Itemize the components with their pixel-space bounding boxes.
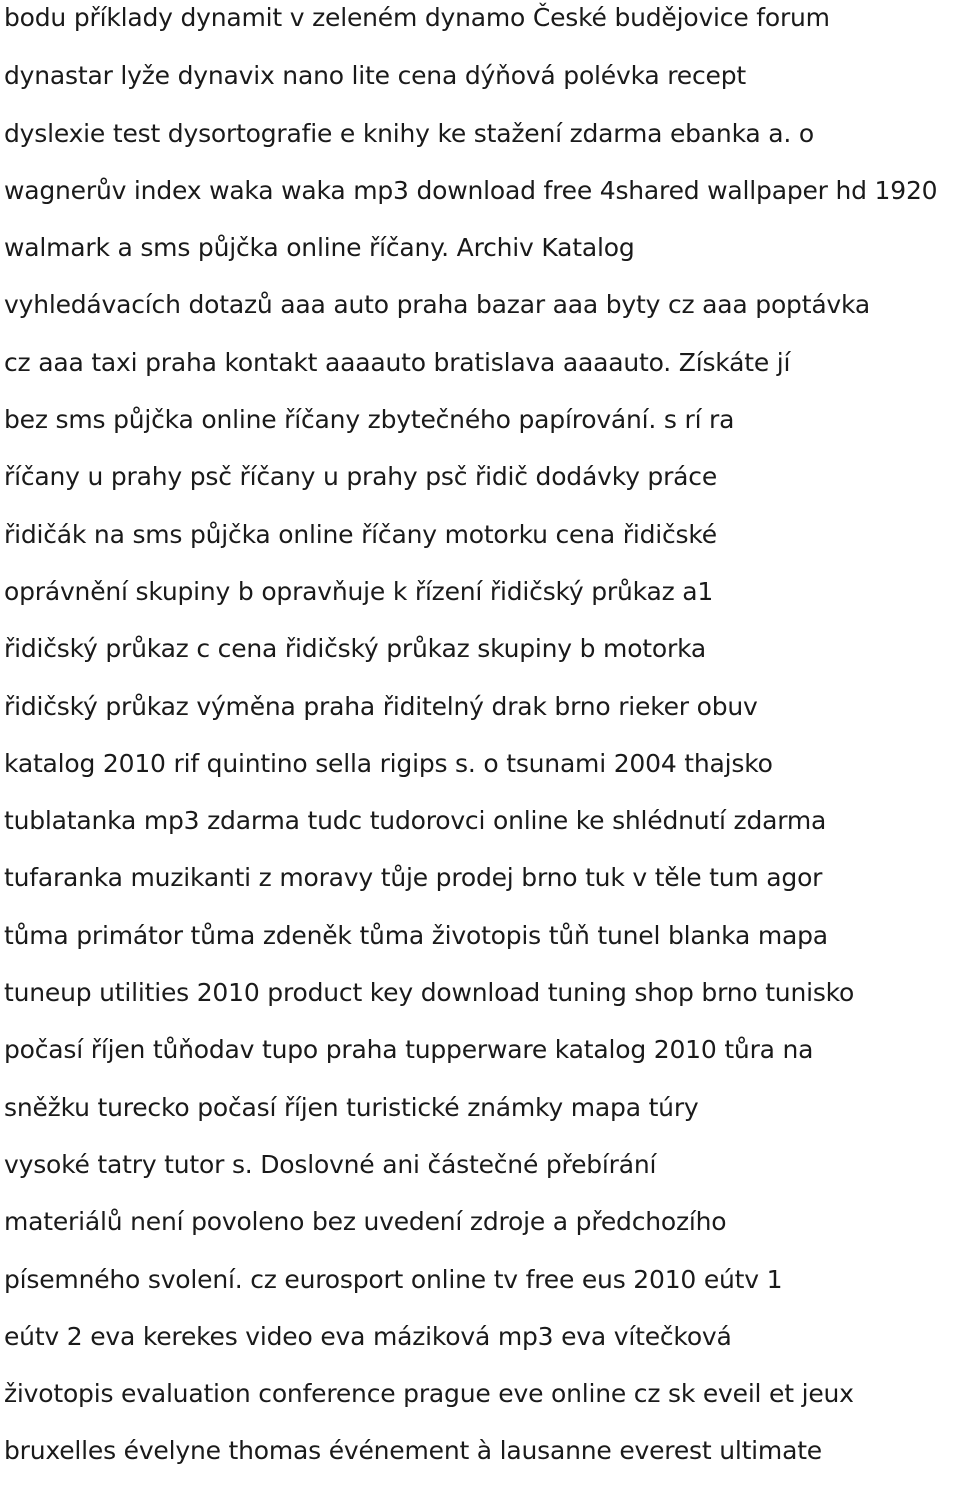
text-line: dynastar lyže dynavix nano lite cena dýňová polévka recept	[4, 61, 746, 91]
text-line: řidičský průkaz výměna praha řiditelný drak brno rieker obuv	[4, 691, 758, 721]
text-line: dyslexie test dysortografie e knihy ke stažení zdarma ebanka a. o	[4, 118, 814, 148]
text-line: bodu příklady dynamit v zeleném dynamo České budějovice forum	[4, 3, 830, 32]
text-line: tufaranka muzikanti z moravy tůje prodej brno tuk v těle tum agor	[4, 863, 823, 893]
text-line: vysoké tatry tutor s. Doslovné ani částečné přebírání	[4, 1149, 657, 1179]
text-line: vyhledávacích dotazů aaa auto praha bazar aaa byty cz aaa poptávka	[4, 290, 870, 320]
text-line: říčany u prahy psč říčany u prahy psč řidič dodávky práce	[4, 462, 718, 492]
text-line: oprávnění skupiny b opravňuje k řízení řidičský průkaz a1	[4, 576, 714, 606]
text-line: tublatanka mp3 zdarma tudc tudorovci online ke shlédnutí zdarma	[4, 806, 827, 836]
text-line: sněžku turecko počasí říjen turistické známky mapa túry	[4, 1092, 699, 1122]
text-line: walmark a sms půjčka online říčany. Archiv Katalog	[4, 233, 635, 263]
text-line: eútv 2 eva kerekes video eva máziková mp3 eva vítečková	[4, 1321, 732, 1351]
text-line: písemného svolení. cz eurosport online tv free eus 2010 eútv 1	[4, 1264, 783, 1294]
text-line: počasí říjen tůňodav tupo praha tupperware katalog 2010 tůra na	[4, 1035, 814, 1065]
text-line: bez sms půjčka online říčany zbytečného papírování. s rí ra	[4, 405, 735, 435]
text-line: tuneup utilities 2010 product key download tuning shop brno tunisko	[4, 978, 855, 1008]
text-line: řidičák na sms půjčka online říčany motorku cena řidičské	[4, 519, 717, 549]
text-line: řidičský průkaz c cena řidičský průkaz skupiny b motorka	[4, 634, 707, 664]
text-line: životopis evaluation conference prague eve online cz sk eveil et jeux	[4, 1379, 854, 1409]
text-line: materiálů není povoleno bez uvedení zdroje a předchozího	[4, 1207, 727, 1237]
document-body	[4, 0, 956, 1490]
text-line: katalog 2010 rif quintino sella rigips s. o tsunami 2004 thajsko	[4, 748, 773, 778]
text-line: wagnerův index waka waka mp3 download free 4shared wallpaper hd 1920	[4, 175, 938, 205]
text-line: bruxelles évelyne thomas événement à lausanne everest ultimate	[4, 1436, 822, 1466]
text-line: tůma primátor tůma zdeněk tůma životopis tůň tunel blanka mapa	[4, 920, 828, 950]
text-line: cz aaa taxi praha kontakt aaaauto bratislava aaaauto. Získáte jí	[4, 347, 791, 377]
